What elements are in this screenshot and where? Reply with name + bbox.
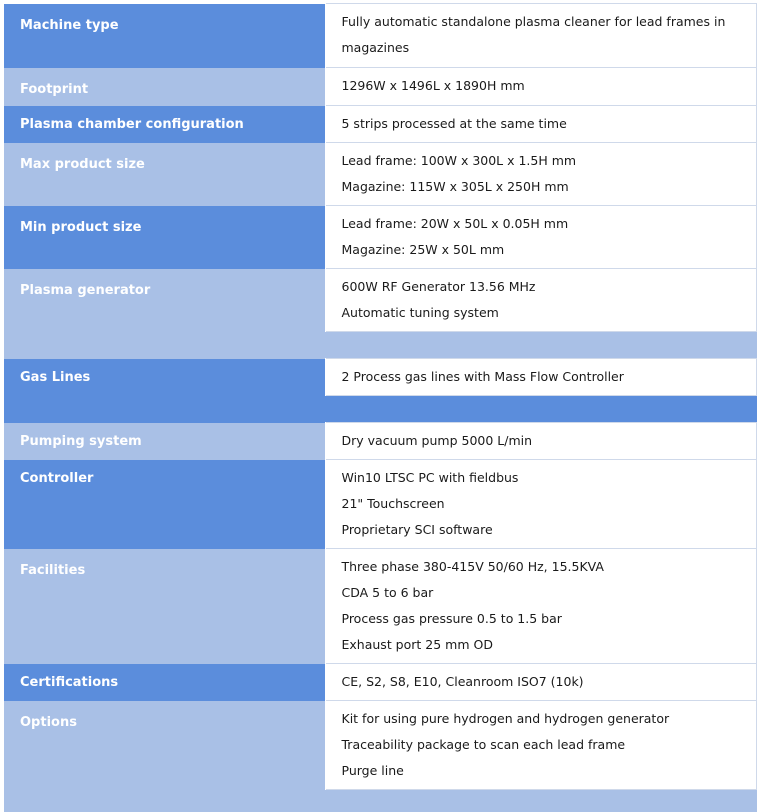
- spec-label: Plasma generator: [4, 269, 325, 332]
- spec-row-controller: [4, 460, 757, 549]
- spec-value-line: Fully automatic standalone plasma cleaner for lead frames in magazines: [342, 9, 743, 61]
- spec-label: Pumping system: [4, 423, 325, 460]
- spec-label: Max product size: [4, 143, 325, 206]
- spec-label: Facilities: [4, 549, 325, 664]
- spec-value-line: Automatic tuning system: [342, 300, 743, 326]
- spec-value-line: CE, S2, S8, E10, Cleanroom ISO7 (10k): [342, 669, 743, 695]
- spec-value: [325, 206, 757, 269]
- spec-row-machine-type: [4, 4, 757, 68]
- spec-value-line: Process gas pressure 0.5 to 1.5 bar: [342, 606, 743, 632]
- spec-label: Controller: [4, 460, 325, 549]
- spacer-row: [4, 396, 757, 423]
- spec-value-line: Win10 LTSC PC with fieldbus: [342, 465, 743, 491]
- spec-value: [325, 359, 757, 396]
- spec-value-line: Three phase 380-415V 50/60 Hz, 15.5KVA: [342, 554, 743, 580]
- spec-value-line: Traceability package to scan each lead frame: [342, 732, 743, 758]
- spec-value: [325, 549, 757, 664]
- spec-value: [325, 68, 757, 106]
- spec-label: Options: [4, 701, 325, 790]
- spec-value-line: Magazine: 115W x 305L x 250H mm: [342, 174, 743, 200]
- spec-label: Certifications: [4, 664, 325, 701]
- spec-value: [325, 106, 757, 143]
- spec-table: [4, 3, 757, 812]
- spec-value-line: 1296W x 1496L x 1890H mm: [342, 73, 743, 99]
- spec-value: [325, 269, 757, 332]
- spacer-row: [4, 790, 757, 812]
- spec-value-line: Proprietary SCI software: [342, 517, 743, 543]
- spec-value: [325, 423, 757, 460]
- spec-row-footprint: [4, 68, 757, 106]
- spec-value-line: Kit for using pure hydrogen and hydrogen generator: [342, 706, 743, 732]
- spec-value: [325, 4, 757, 68]
- spec-label: Machine type: [4, 4, 325, 68]
- spec-value-line: 600W RF Generator 13.56 MHz: [342, 274, 743, 300]
- spec-row-options: [4, 701, 757, 790]
- spec-value: [325, 143, 757, 206]
- spec-value-line: Lead frame: 20W x 50L x 0.05H mm: [342, 211, 743, 237]
- spec-value-line: 2 Process gas lines with Mass Flow Controller: [342, 364, 743, 390]
- spec-label: Gas Lines: [4, 359, 325, 396]
- spec-row-min-product-size: [4, 206, 757, 269]
- spec-row-pumping-system: [4, 423, 757, 460]
- spec-value: [325, 701, 757, 790]
- spec-row-facilities: [4, 549, 757, 664]
- spec-value-line: Exhaust port 25 mm OD: [342, 632, 743, 658]
- spec-row-plasma-chamber: [4, 106, 757, 143]
- spec-value: [325, 664, 757, 701]
- spec-row-certifications: [4, 664, 757, 701]
- spec-row-max-product-size: [4, 143, 757, 206]
- spec-value-line: 5 strips processed at the same time: [342, 111, 743, 137]
- spacer-row: [4, 332, 757, 359]
- spec-value-line: Magazine: 25W x 50L mm: [342, 237, 743, 263]
- spec-label: Footprint: [4, 68, 325, 106]
- spec-row-gas-lines: [4, 359, 757, 396]
- spec-row-plasma-generator: [4, 269, 757, 332]
- spec-value-line: Dry vacuum pump 5000 L/min: [342, 428, 743, 454]
- spec-value: [325, 460, 757, 549]
- spec-value-line: Purge line: [342, 758, 743, 784]
- spec-value-line: CDA 5 to 6 bar: [342, 580, 743, 606]
- spec-label: Plasma chamber configuration: [4, 106, 325, 143]
- spec-label: Min product size: [4, 206, 325, 269]
- spec-value-line: Lead frame: 100W x 300L x 1.5H mm: [342, 148, 743, 174]
- spec-value-line: 21" Touchscreen: [342, 491, 743, 517]
